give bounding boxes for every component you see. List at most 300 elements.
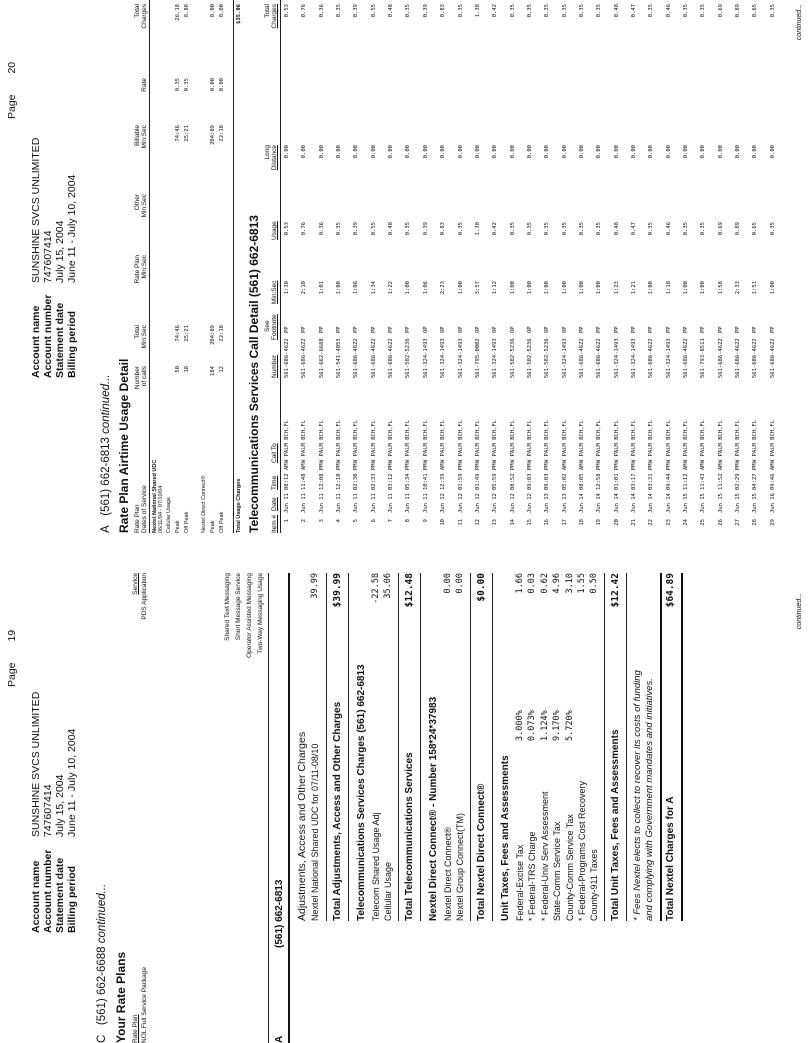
call-date: Jun 16 [769,493,776,513]
call-minsec: 1:06 [422,281,429,295]
call-number: 561-686-4622 [717,338,724,378]
section-heading [96,884,108,1043]
adjustment-label: Nextel National Shared UDC for 07/11-08/10 [310,743,320,921]
charges-block [290,573,800,921]
call-footnote: PP [388,326,395,333]
call-minsec: 2:10 [301,281,308,295]
call-item: 1 [284,519,290,523]
account-number-label: Account number [42,849,54,933]
call-minsec: 1:00 [544,281,551,295]
continued-label: continued... [96,883,108,944]
direct-connect-value: 0.00 [443,573,453,594]
col-minsec: Min:Sec [271,280,278,304]
taxes-total-value: $12.42 [610,573,621,608]
call-number: 561-502-5236 [526,338,533,378]
call-minsec: 1:30 [284,281,290,295]
airtime-row-rate: 0.00 [219,78,225,92]
call-minsec: 1:06 [353,281,360,295]
call-footnote: PP [301,326,308,333]
call-to: W PALM BCH,FL [492,419,499,463]
call-usage: 0.35 [700,222,707,236]
account-name: SUNSHINE SVCS UNLIMITED [30,691,42,837]
call-item: 9 [422,519,429,523]
call-footnote: OP [526,326,533,333]
col-header: Dates of Service [141,485,148,533]
call-footnote: PP [336,326,343,333]
tax-rate: 9.170% [552,710,563,741]
call-date: Jun 12 [474,493,481,513]
call-item: 14 [509,519,516,526]
call-total: 0.35 [457,4,464,18]
call-date: Jun 14 [578,493,585,513]
airtime-col-billable [134,125,148,165]
col-header: Min:Sec [141,194,148,218]
call-time: 02:29 PM [735,463,742,490]
call-time: 04:27 PM [752,463,759,490]
call-usage: 0.35 [648,222,655,236]
call-total: 1.38 [474,4,481,18]
call-number: 561-686-4622 [578,338,585,378]
call-to: W PALM BCH,FL [613,419,620,463]
rate-plan-column: Rate Plan [132,1014,139,1043]
telecom-total-value: $12.48 [404,573,415,608]
call-to: W PALM BCH,FL [405,419,412,463]
call-to: W PALM BCH,FL [318,419,325,463]
statement-date-label: Statement date [54,302,66,378]
call-long-distance: 0.00 [474,145,481,159]
call-total: 0.35 [578,4,585,18]
call-time: 12:39 AM [440,463,447,490]
call-footnote: PP [752,326,759,333]
call-long-distance: 0.00 [405,145,412,159]
call-to: W PALM BCH,FL [752,419,759,463]
call-usage: 0.42 [492,222,499,236]
section-letter: C [96,1034,108,1043]
col-header: Min:Sec [141,325,148,349]
tax-label: * Federal-Programs Cost Recovery [577,780,587,921]
call-minsec: 2:23 [440,281,447,295]
call-footnote: OP [422,326,429,333]
call-time: 08:05 AM [578,463,585,490]
airtime-dates: 06/11/04 - 07/10/04 [158,485,164,533]
taxes-total [610,573,621,921]
tax-value: 1.55 [577,573,587,594]
call-to: W PALM BCH,FL [735,419,742,463]
plan-name: NOL Full Service Package [141,967,148,1043]
tax-label: State-Comm Service Tax [552,821,563,921]
call-item: 15 [526,519,533,526]
billing-period-label: Billing period [66,310,78,378]
call-to: W PALM BCH,FL [440,419,447,463]
call-total: 0.35 [544,4,551,18]
call-date: Jun 11 [284,493,290,513]
call-item: 23 [665,519,672,526]
divider [681,573,683,921]
call-minsec: 1:00 [336,281,343,295]
call-long-distance: 0.00 [492,145,499,159]
call-minsec: 1:12 [492,281,499,295]
airtime-row-total: 74:46 [175,325,181,342]
call-long-distance: 0.00 [578,145,585,159]
call-date: Jun 15 [683,493,690,513]
call-footnote: OP [492,326,499,333]
col-header: Charges [141,4,148,29]
call-minsec: 1:58 [717,281,724,295]
call-long-distance: 0.00 [613,145,620,159]
call-date: Jun 11 [336,493,343,513]
divider [420,573,421,921]
call-number: 561-502-5236 [509,338,516,378]
call-item: 26 [717,519,724,526]
call-time: 10:41 PM [422,463,429,490]
telecom-label: Telecom Shared Usage Adj [371,812,381,921]
call-footnote: PP [735,326,742,333]
call-footnote: PP [683,326,690,333]
col-date: Date [271,497,278,511]
call-usage: 0.46 [665,222,672,236]
tax-rate: 5.720% [564,710,575,741]
call-minsec: 1:22 [388,281,395,295]
call-number: 561-686-4622 [735,338,742,378]
call-item: 5 [353,519,360,523]
airtime-direct-connect: Nextel Direct Connect® [201,475,207,533]
call-to: W PALM BCH,FL [596,419,603,463]
call-item: 3 [318,519,325,523]
airtime-row-total: 25:21 [184,325,190,342]
billing-period-label: Billing period [66,865,78,933]
grand-total-value: $64.89 [665,573,676,608]
direct-connect-label: Nextel Direct Connect® [443,826,453,921]
call-footnote: PP [353,326,360,333]
call-footnote: PP [700,326,707,333]
call-to: W PALM BCH,FL [561,419,568,463]
call-date: Jun 14 [665,493,672,513]
call-long-distance: 0.00 [318,145,325,159]
call-item: 27 [735,519,742,526]
call-long-distance: 0.00 [301,145,308,159]
fees-note: and complying with Government mandates and initiatives. [644,678,655,921]
call-number: 561-686-4622 [353,338,360,378]
page-label: Page [6,94,18,119]
call-item: 8 [405,519,412,523]
call-item: 28 [752,519,759,526]
page-number-value: 19 [6,629,18,642]
call-number: 561-686-4622 [284,338,290,378]
service-item: Shared Text Messaging [224,573,231,641]
call-total: 0.35 [683,4,690,18]
call-minsec: 1:00 [405,281,412,295]
call-time: 05:59 PM [492,463,499,490]
call-date: Jun 11 [370,493,377,513]
call-item: 11 [457,519,464,526]
col-time: Time [271,475,278,490]
col-header: Rate Plan [134,255,141,284]
adjustments-total-value: $39.99 [332,573,343,608]
call-item: 21 [631,519,637,526]
account-name: SUNSHINE SVCS UNLIMITED [30,137,42,283]
airtime-row-billable: 22:18 [219,125,225,142]
airtime-row-label: Peak [210,520,216,533]
call-usage: 0.76 [301,222,308,236]
col-number: Number [271,354,278,378]
divider [398,573,399,921]
call-to: W PALM BCH,FL [474,419,481,463]
call-long-distance: 0.00 [752,145,759,159]
airtime-cellular: Cellular Usage [166,496,172,533]
airtime-plan: Nextel National Shared UDC [152,459,158,533]
call-long-distance: 0.00 [526,145,533,159]
call-item: 7 [388,519,395,523]
call-usage: 0.35 [457,222,464,236]
call-item: 19 [596,519,603,526]
call-long-distance: 0.00 [284,145,290,159]
call-date: Jun 11 [318,493,325,513]
call-total: 0.39 [422,4,429,18]
fees-note: * Fees Nextel elects to collect to recover its costs of funding [632,670,643,921]
call-total: 0.83 [440,4,447,18]
tax-value: 0.50 [589,573,600,594]
call-to: W PALM BCH,FL [631,419,637,463]
call-to: W PALM BCH,FL [700,419,707,463]
call-minsec: 2:33 [735,281,742,295]
call-total: 0.35 [526,4,533,18]
service-item: PDS Application [141,573,148,620]
call-long-distance: 0.00 [648,145,655,159]
call-minsec: 1:01 [318,281,325,295]
call-date: Jun 12 [492,493,499,513]
call-time: 09:03 PM [544,463,551,490]
call-item: 4 [336,519,343,523]
call-date: Jun 11 [388,493,395,513]
tax-value: 4.96 [552,573,563,594]
airtime-row-charge: 8.88 [184,4,190,18]
call-long-distance: 0.00 [665,145,672,159]
service-column: Service [132,573,139,595]
statement-date: July 15, 2004 [54,220,66,283]
call-usage: 1.38 [474,222,481,236]
call-long-distance: 0.00 [370,145,377,159]
call-number: 561-686-4622 [769,338,776,378]
tax-value: 0.62 [539,573,550,594]
call-date: Jun 15 [717,493,724,513]
divider [604,573,605,921]
call-footnote: PP [613,326,620,333]
call-number: 561-324-1493 [613,338,620,378]
airtime-col-other [134,194,148,234]
call-long-distance: 0.00 [336,145,343,159]
call-to: W PALM BCH,FL [526,419,533,463]
call-item: 29 [769,519,776,526]
service-item: Two-Way Messaging Usage [257,573,264,654]
grand-total [665,573,676,921]
call-to: W PALM BCH,FL [665,419,672,463]
direct-connect-total [476,573,487,921]
continued-footer: continued... [796,4,803,41]
telecom-total-label: Total Telecommunications Services [404,752,415,921]
call-long-distance: 0.00 [561,145,568,159]
airtime-row-label: Off Peak [184,511,190,533]
divider [626,573,627,921]
call-time: 03:17 PM [631,463,637,490]
billing-period: June 11 - July 10, 2004 [66,174,78,283]
call-time: 12:08 PM [318,463,325,490]
subsection-letter: A [274,1035,285,1043]
call-usage: 0.55 [370,222,377,236]
call-to: W PALM BCH,FL [544,419,551,463]
call-minsec: 1:00 [578,281,585,295]
call-item: 12 [474,519,481,526]
divider [326,573,327,921]
call-time: 01:01 PM [613,463,620,490]
call-number: 561-324-1493 [631,338,637,378]
telecom-value: -22.58 [371,573,381,604]
call-total: 0.35 [561,4,568,18]
call-footnote: PP [665,326,672,333]
call-minsec: 1:00 [561,281,568,295]
call-total: 0.35 [700,4,707,18]
col-header: Rate Plan [134,504,141,533]
continued-footer: continued... [796,593,803,630]
divider [348,573,349,921]
airtime-col-rateplan-minsec [134,255,148,305]
tax-rate: 1.124% [539,710,550,741]
service-item: Operator Assisted Messaging [246,573,253,658]
divider [233,0,234,533]
adjustments-total [332,573,343,921]
call-usage: 0.35 [405,222,412,236]
call-usage: 0.65 [752,222,759,236]
telecom-label: Cellular Usage [383,861,393,921]
divider [280,0,281,533]
call-detail-title: Telecommunications Services Call Detail (561) 662-6813 [247,215,261,533]
account-name-label: Account name [30,305,42,378]
call-minsec: 1:51 [752,281,759,295]
call-footnote: OP [561,326,568,333]
call-footnote: PP [769,326,776,333]
call-footnote: PP [370,326,377,333]
call-time: 05:02 AM [561,463,568,490]
airtime-col-rate: Rate [141,78,148,92]
call-number: 561-502-5236 [544,338,551,378]
call-to: W PALM BCH,FL [578,419,585,463]
tax-label: * Federal-Univ Serv Assessment [539,791,550,921]
call-to: W PALM BCH,FL [301,419,308,463]
call-number: 561-324-1493 [561,338,568,378]
call-number: 561-324-1493 [665,338,672,378]
call-time: 02:30 PM [353,463,360,490]
call-minsec: 1:00 [457,281,464,295]
page-number [6,630,18,687]
call-minsec: 1:00 [509,281,516,295]
call-total: 0.35 [648,4,655,18]
call-date: Jun 12 [457,493,464,513]
call-to: W PALM BCH,FL [336,419,343,463]
call-usage: 0.35 [578,222,585,236]
airtime-col-total [134,325,148,361]
call-footnote: OP [474,326,481,333]
call-item: 24 [683,519,690,526]
tax-label: * Federal-TRS Charge [527,831,538,921]
call-number: 561-686-4622 [596,338,603,378]
usage-total-value: $35.06 [236,4,242,24]
call-to: W PALM BCH,FL [648,419,655,463]
call-time: 03:31 PM [648,463,655,490]
call-time: 02:33 PM [370,463,377,490]
call-date: Jun 13 [561,493,568,513]
call-minsec: 1:00 [596,281,603,295]
call-date: Jun 14 [631,493,637,513]
call-usage: 0.36 [318,222,325,236]
call-date: Jun 12 [526,493,533,513]
airtime-row-charge: 0.00 [219,4,225,18]
page-number [6,62,18,119]
call-to: W PALM BCH,FL [769,419,776,463]
col-callto: Call To [271,443,278,463]
col-see: See [264,320,271,332]
call-total: 0.39 [353,4,360,18]
call-usage: 0.48 [613,222,620,236]
call-usage: 0.83 [440,222,447,236]
account-number-label: Account number [42,294,54,378]
call-number: 561-324-1493 [492,338,499,378]
call-total: 0.48 [613,4,620,18]
call-long-distance: 0.00 [457,145,464,159]
call-to: W PALM BCH,FL [457,419,464,463]
tax-label: Federal-Excise Tax [515,844,525,921]
continued-label: continued... [100,374,112,434]
call-long-distance: 0.00 [388,145,395,159]
call-item: 16 [544,519,551,526]
divider [149,0,150,533]
divider [470,573,471,921]
call-footnote: PP [284,326,290,333]
call-total: 0.55 [370,4,377,18]
call-long-distance: 0.00 [735,145,742,159]
col-header: Other [134,194,141,211]
telecom-title: Telecommunications Services Charges (561) 662-6813 [356,664,367,921]
call-item: 18 [578,519,585,526]
call-date: Jun 15 [752,493,759,513]
call-minsec: 1:00 [683,281,690,295]
taxes-title: Unit Taxes, Fees and Assessments [500,755,511,921]
call-time: 11:48 AM [301,463,308,490]
call-usage: 0.35 [336,222,343,236]
call-number: 561-793-8511 [700,338,707,378]
call-minsec: 1:34 [370,281,377,295]
call-total: 0.35 [769,4,776,18]
call-time: 12:58 PM [596,463,603,490]
col-item: Item # [271,514,278,533]
account-name-label: Account name [30,860,42,933]
col-header: Number [134,366,141,390]
call-number: 561-324-1493 [422,338,429,378]
airtime-row-total: 204:09 [210,325,216,345]
call-minsec: 1:00 [648,281,655,295]
airtime-col-rateplan [134,485,148,533]
call-time: 12:10 PM [336,463,343,490]
direct-connect-total-value: $0.00 [476,573,487,602]
call-number: 561-795-0002 [474,338,481,378]
page-label: Page [6,662,18,687]
adjustments-total-label: Total Adjustments, Access and Other Charges [332,701,343,921]
call-footnote: PP [318,326,325,333]
col-charges: Charges [271,4,278,29]
call-total: 0.76 [301,4,308,18]
telecom-value: 35.06 [383,573,393,599]
call-time: 03:12 PM [388,463,395,490]
tax-label: County-911 Taxes [589,849,600,921]
call-total: 0.46 [665,4,672,18]
